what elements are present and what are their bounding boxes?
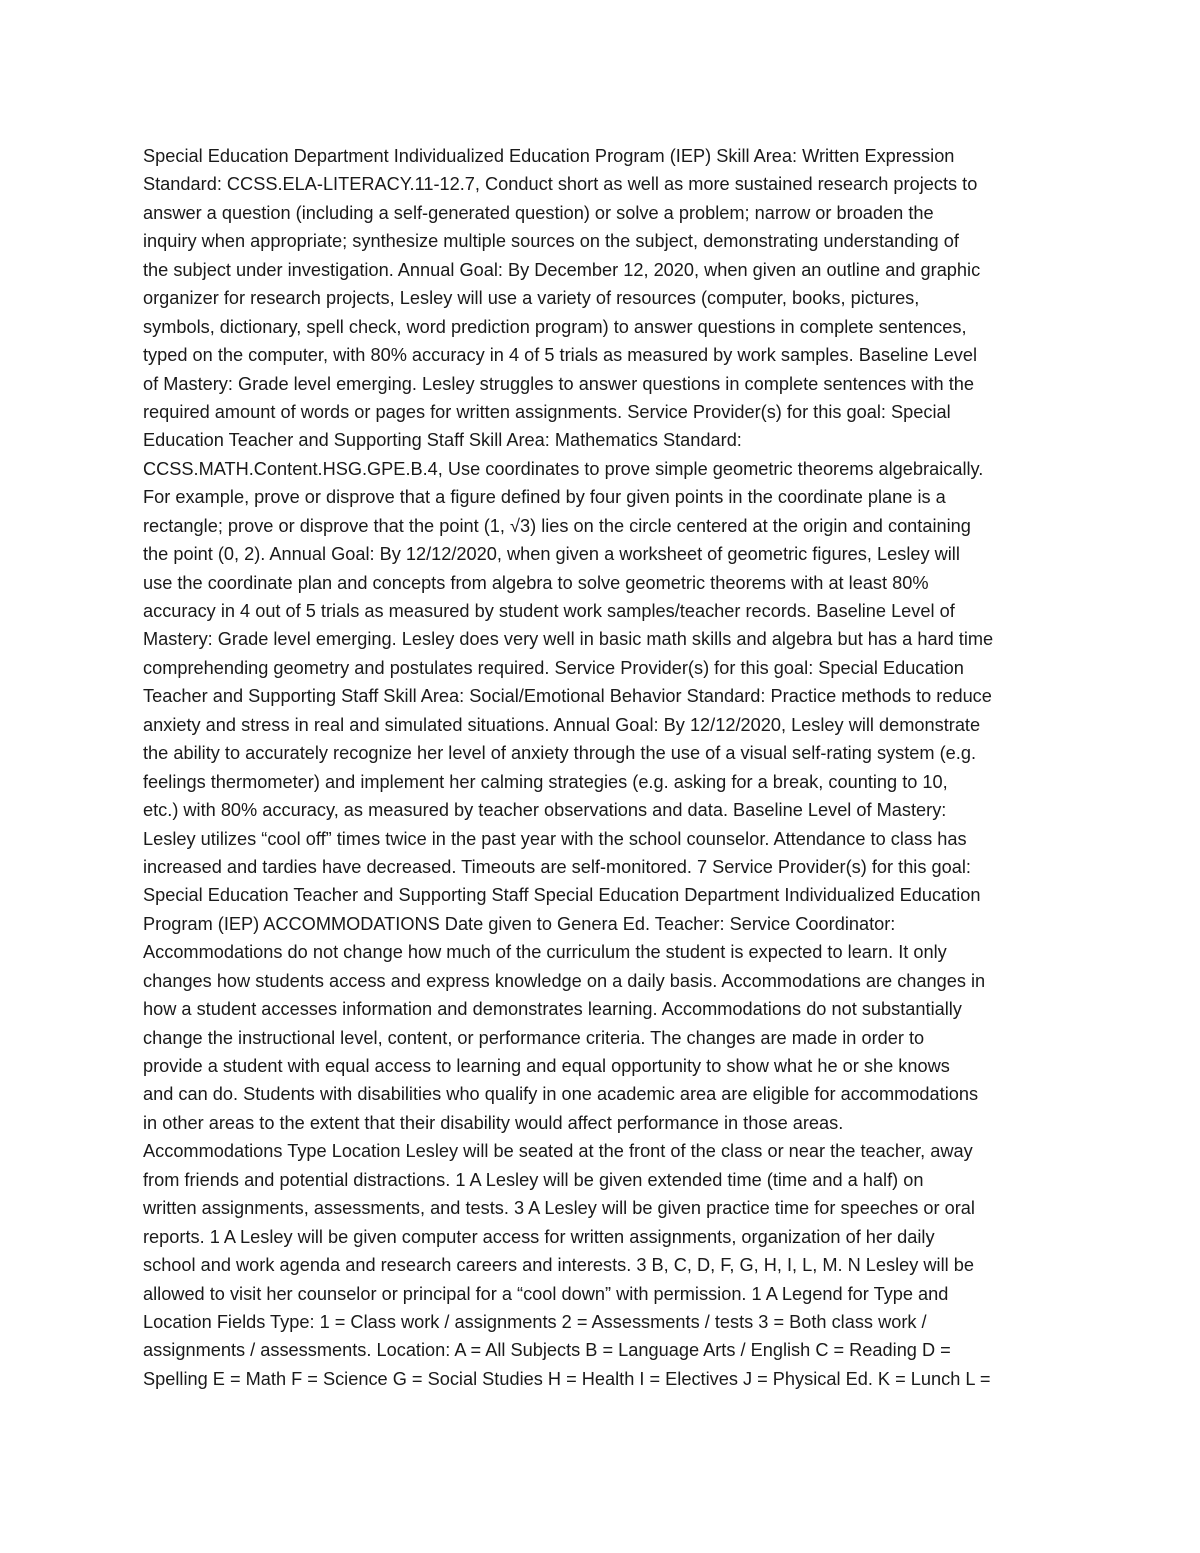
text-line: changes how students access and express knowledge on a daily basis. Accommodations are changes in (143, 970, 986, 991)
text-line: change the instructional level, content, or performance criteria. The changes are made in order to (143, 1027, 925, 1048)
text-line: accuracy in 4 out of 5 trials as measured by student work samples/teacher records. Baseline Level of (143, 601, 955, 621)
text-line: inquiry when appropriate; synthesize multiple sources on the subject, demonstrating understanding of (143, 231, 959, 252)
text-line: the subject under investigation. Annual Goal: By December 12, 2020, when given an outline and graphic (143, 259, 981, 280)
text-line: required amount of words or pages for written assignments. Service Provider(s) for this goal: Special (143, 401, 951, 422)
text-line: Program (IEP) ACCOMMODATIONS Date given to Genera Ed. Teacher: Service Coordinator: (143, 913, 896, 934)
text-line: etc.) with 80% accuracy, as measured by teacher observations and data. Baseline Level of Mastery: (143, 800, 947, 821)
text-line: the ability to accurately recognize her level of anxiety through the use of a visual self-rating system (e.g. (143, 743, 977, 764)
text-line: reports. 1 A Lesley will be given computer access for written assignments, organization of her daily (143, 1226, 935, 1247)
text-line: Spelling E = Math F = Science G = Social Studies H = Health I = Electives J = Physical Ed. K = Lunch L = (143, 1368, 991, 1389)
text-line: comprehending geometry and postulates required. Service Provider(s) for this goal: Special Education (143, 657, 964, 678)
text-line: and can do. Students with disabilities who qualify in one academic area are eligible for accommodations (143, 1084, 979, 1105)
text-line: feelings thermometer) and implement her calming strategies (e.g. asking for a break, counting to 10, (143, 771, 948, 792)
text-line: Education Teacher and Supporting Staff Skill Area: Mathematics Standard: (143, 430, 742, 451)
text-line: Lesley utilizes “cool off” times twice in the past year with the school counselor. Attendance to class has (143, 828, 967, 849)
text-line: from friends and potential distractions. 1 A Lesley will be given extended time (time and a half) on (143, 1169, 924, 1190)
text-line: assignments / assessments. Location: A = All Subjects B = Language Arts / English C = Reading D = (143, 1340, 951, 1361)
text-line: in other areas to the extent that their disability would affect performance in those areas. (143, 1112, 844, 1133)
text-line: Special Education Teacher and Supporting Staff Special Education Department Individualized Education (143, 885, 981, 906)
text-line: organizer for research projects, Lesley will use a variety of resources (computer, books, pictures, (143, 288, 920, 309)
text-line: school and work agenda and research careers and interests. 3 B, C, D, F, G, H, I, L, M. N Lesley will be (143, 1255, 974, 1276)
text-line: typed on the computer, with 80% accuracy in 4 of 5 trials as measured by work samples. Baseline Level (143, 345, 978, 366)
text-line: provide a student with equal access to learning and equal opportunity to show what he or she knows (143, 1056, 950, 1076)
text-line: For example, prove or disprove that a figure defined by four given points in the coordinate plane is a (143, 487, 946, 508)
text-line: Accommodations do not change how much of the curriculum the student is expected to learn. It only (143, 942, 947, 963)
text-line: how a student accesses information and demonstrates learning. Accommodations do not substantially (143, 999, 962, 1020)
text-line: answer a question (including a self-generated question) or solve a problem; narrow or broaden the (143, 202, 934, 223)
text-line: of Mastery: Grade level emerging. Lesley struggles to answer questions in complete sentences with the (143, 373, 974, 394)
document-body-text (143, 142, 1073, 1393)
text-line: allowed to visit her counselor or principal for a “cool down” with permission. 1 A Legend for Type and (143, 1283, 949, 1304)
text-line: Special Education Department Individualized Education Program (IEP) Skill Area: Written Expression (143, 146, 955, 166)
text-line: Accommodations Type Location Lesley will be seated at the front of the class or near the teacher, away (143, 1141, 973, 1162)
text-line: written assignments, assessments, and tests. 3 A Lesley will be given practice time for speeches or oral (143, 1198, 975, 1219)
text-line: Standard: CCSS.ELA-LITERACY.11-12.7, Conduct short as well as more sustained research projects to (143, 174, 978, 195)
text-line: the point (0, 2). Annual Goal: By 12/12/2020, when given a worksheet of geometric figures, Lesley will (143, 544, 960, 565)
text-line: Location Fields Type: 1 = Class work / assignments 2 = Assessments / tests 3 = Both class work / (143, 1311, 927, 1332)
text-line: anxiety and stress in real and simulated situations. Annual Goal: By 12/12/2020, Lesley will demonstrate (143, 714, 981, 735)
text-line: use the coordinate plan and concepts from algebra to solve geometric theorems with at least 80% (143, 572, 929, 593)
text-line: increased and tardies have decreased. Timeouts are self-monitored. 7 Service Provider(s) for this goal: (143, 856, 971, 877)
text-line: rectangle; prove or disprove that the point (1, √3) lies on the circle centered at the origin and containing (143, 515, 971, 536)
text-line: symbols, dictionary, spell check, word prediction program) to answer questions in complete sentences, (143, 316, 967, 337)
text-line: Mastery: Grade level emerging. Lesley does very well in basic math skills and algebra but has a hard time (143, 629, 994, 650)
text-line: CCSS.MATH.Content.HSG.GPE.B.4, Use coordinates to prove simple geometric theorems algebraically. (143, 458, 984, 479)
text-line: Teacher and Supporting Staff Skill Area: Social/Emotional Behavior Standard: Practice methods to reduce (143, 686, 992, 707)
